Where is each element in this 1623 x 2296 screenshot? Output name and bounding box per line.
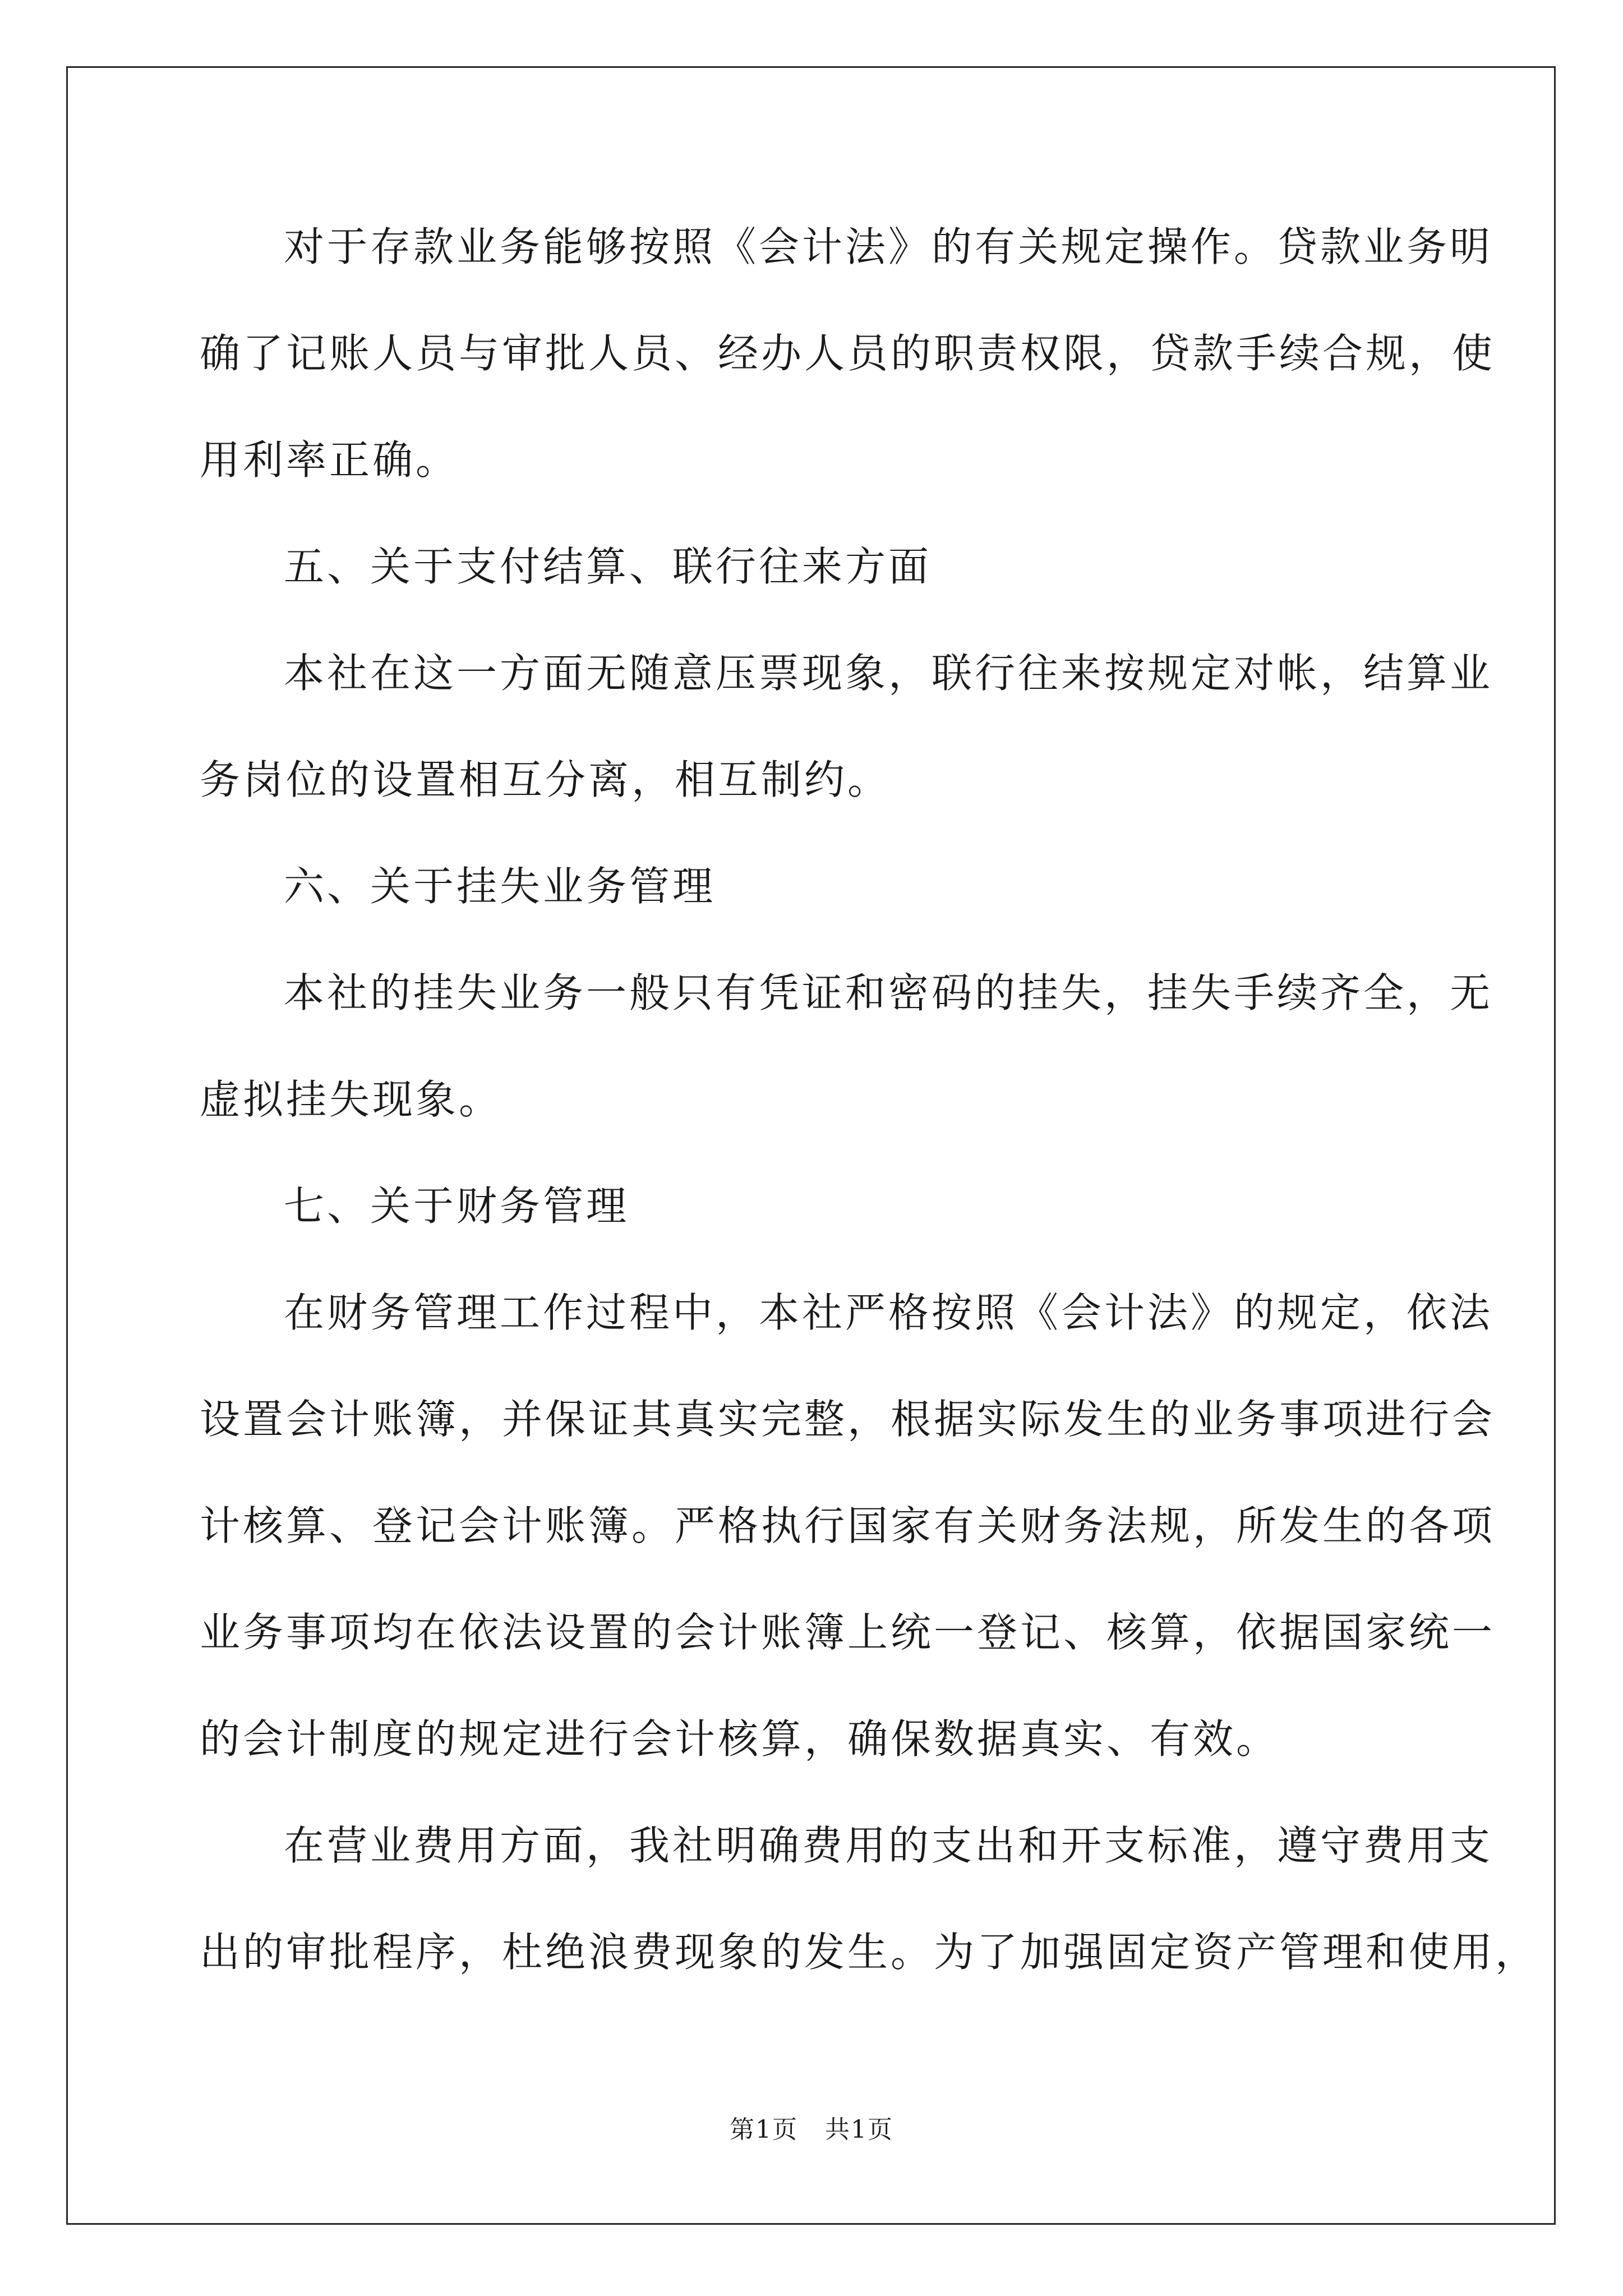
paragraph-line: 对于存款业务能够按照《会计法》的有关规定操作。贷款业务明	[284, 223, 1493, 270]
section-heading: 五、关于支付结算、联行往来方面	[284, 543, 932, 590]
section-heading: 六、关于挂失业务管理	[284, 863, 716, 910]
page-footer: 第1页 共1页	[730, 2115, 893, 2144]
paragraph-line: 设置会计账簿，并保证其真实完整，根据实际发生的业务事项进行会	[200, 1396, 1496, 1443]
paragraph-line: 确了记账人员与审批人员、经办人员的职责权限，贷款手续合规，使	[200, 330, 1496, 377]
paragraph-line: 本社在这一方面无随意压票现象，联行往来按规定对帐，结算业	[284, 650, 1493, 697]
paragraph-line: 虚拟挂失现象。	[200, 1076, 502, 1123]
paragraph-line: 出的审批程序，杜绝浪费现象的发生。为了加强固定资产管理和使用，	[200, 1929, 1539, 1976]
paragraph-line: 的会计制度的规定进行会计核算，确保数据真实、有效。	[200, 1715, 1280, 1763]
paragraph-line: 在财务管理工作过程中，本社严格按照《会计法》的规定，依法	[284, 1289, 1493, 1336]
paragraph-line: 计核算、登记会计账簿。严格执行国家有关财务法规，所发生的各项	[200, 1502, 1496, 1549]
paragraph-line: 在营业费用方面，我社明确费用的支出和开支标准，遵守费用支	[284, 1822, 1493, 1869]
paragraph-line: 业务事项均在依法设置的会计账簿上统一登记、核算，依据国家统一	[200, 1609, 1496, 1656]
paragraph-line: 务岗位的设置相互分离，相互制约。	[200, 756, 891, 803]
page-border	[66, 66, 1556, 2225]
paragraph-line: 本社的挂失业务一般只有凭证和密码的挂失，挂失手续齐全，无	[284, 969, 1493, 1016]
section-heading: 七、关于财务管理	[284, 1182, 630, 1230]
paragraph-line: 用利率正确。	[200, 436, 459, 484]
